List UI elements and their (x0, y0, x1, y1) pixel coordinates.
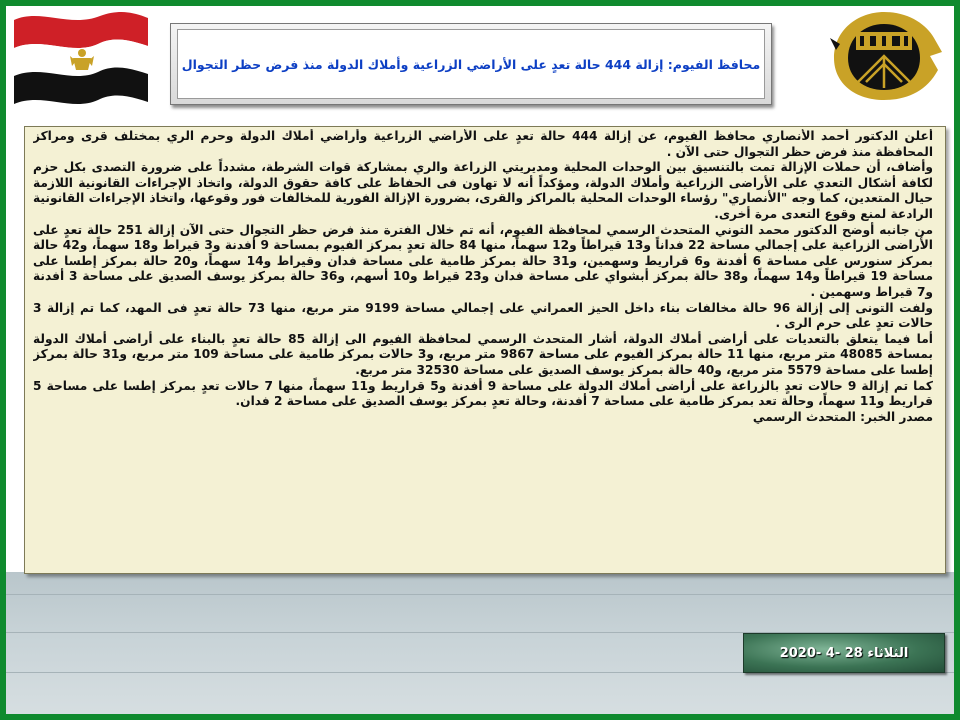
article-box (24, 126, 946, 574)
page-title: محافظ الفيوم: إزالة 444 حالة تعدٍ على الأراضي الزراعية وأملاك الدولة منذ فرض حظر التجوال (181, 56, 761, 72)
article-paragraph: كما تم إزالة 9 حالات تعدٍ بالزراعة على أراضى أملاك الدولة على مساحة 9 أفدنة و5 قراريط و11 سهماً، منها 7 حالات تعدٍ بمركز إطسا على مساحة 5 قراريط و11 سهماً، وحالة تعد بمركز طامية على مساحة 7 أفدنة، وحالة تعدٍ بمركز يوسف الصديق على مساحة 2 فدان. (33, 378, 933, 409)
date-plate (743, 633, 945, 673)
fayoum-governorate-logo-icon (826, 8, 946, 104)
news-source: مصدر الخبر: المتحدث الرسمي (752, 409, 933, 424)
title-banner (170, 23, 772, 105)
egypt-flag-icon (10, 6, 152, 106)
article-paragraph: وأضاف، أن حملات الإزالة تمت بالتنسيق بين الوحدات المحلية ومديريتي الزراعة والري بمشاركة قوات الشرطة، مشدداً على ضرورة التصدى بكل حزم لكافة أشكال التعدي على الأراضى الزراعية وأملاك الدولة، ومؤكداً أنه لا تهاون فى الحفاظ على كافة حقوق الدولة، واتخاذ الإجراءات القانونية اللازمة حيال المتعدين، كما وجه "الأنصاري" رؤساء الوحدات المحلية بالمراكز والقرى، بضرورة الإزالة الفورية للمخالفات فور وقوعها، واتخاذ الإجراءات القانونية الرادعة لمنع وقوع التعدى مرة أخرى. (33, 160, 933, 221)
publish-date: الثلاثاء 28 -4 -2020 (779, 645, 909, 661)
article-body (33, 129, 933, 569)
article-paragraph: ولفت التونى إلى إزالة 96 حالة مخالفات بناء داخل الحيز العمراني على إجمالي مساحة 9199 متر مربع، منها 73 حالة تعدٍ فى المهد، كما تم إزالة 3 حالات تعدٍ على حرم الرى . (33, 300, 933, 331)
article-paragraph: أعلن الدكتور أحمد الأنصاري محافظ الفيوم، عن إزالة 444 حالة تعدٍ على الأراضي الزراعية وأراضي أملاك الدولة وحرم الري بمختلف قرى ومراكز المحافظة منذ فرض حظر التجوال حتى الآن . (33, 129, 933, 159)
page-frame-bottom (0, 714, 960, 720)
band-stripe (6, 594, 954, 595)
page-frame-right (954, 0, 960, 720)
title-inner-panel (177, 29, 765, 99)
article-paragraph: من جانبه أوضح الدكتور محمد التوني المتحدث الرسمي لمحافظة الفيوم، أنه تم خلال الفترة منذ فرض حظر التجوال حتى الآن إزالة 251 حالة تعدٍ على الأراضى الزراعية على إجمالي مساحة 22 فداناً و13 قيراطاً و12 سهماً، منها 84 حالة تعدٍ بمركز الفيوم بمساحة 9 أفدنة و3 قيراط و18 سهماً، و42 حالة بمركز سنورس على مساحة 6 أفدنة و6 قراريط وسهمين، و31 حالة بمركز طامية على مساحة فدان وقيراط و14 سهماً، و20 حالة بمركز إطسا على مساحة 19 قيراطاً و14 سهماً، و38 حالة بمركز أبشواي على مساحة فدان و23 قيراط و10 أسهم، و36 حالة بمركز يوسف الصديق على مساحة 3 أفدنة و7 قيراط وسهمين . (33, 222, 933, 299)
article-paragraph: أما فيما يتعلق بالتعديات على أراضى أملاك الدولة، أشار المتحدث الرسمي لمحافظة الفيوم الى إزالة 85 حالة تعدٍ بالبناء على أراضى أملاك الدولة بمساحة 48085 متر مربع، منها 11 حالة بمركز الفيوم على مساحة 9867 متر مربع، و3 حالات بمركز طامية على مساحة 109 متر مربع، و31 حالة بمركز إطسا على مساحة 5579 متر مربع، و40 حالة بمركز يوسف الصديق على مساحة 32530 متر مربع. (33, 331, 933, 377)
